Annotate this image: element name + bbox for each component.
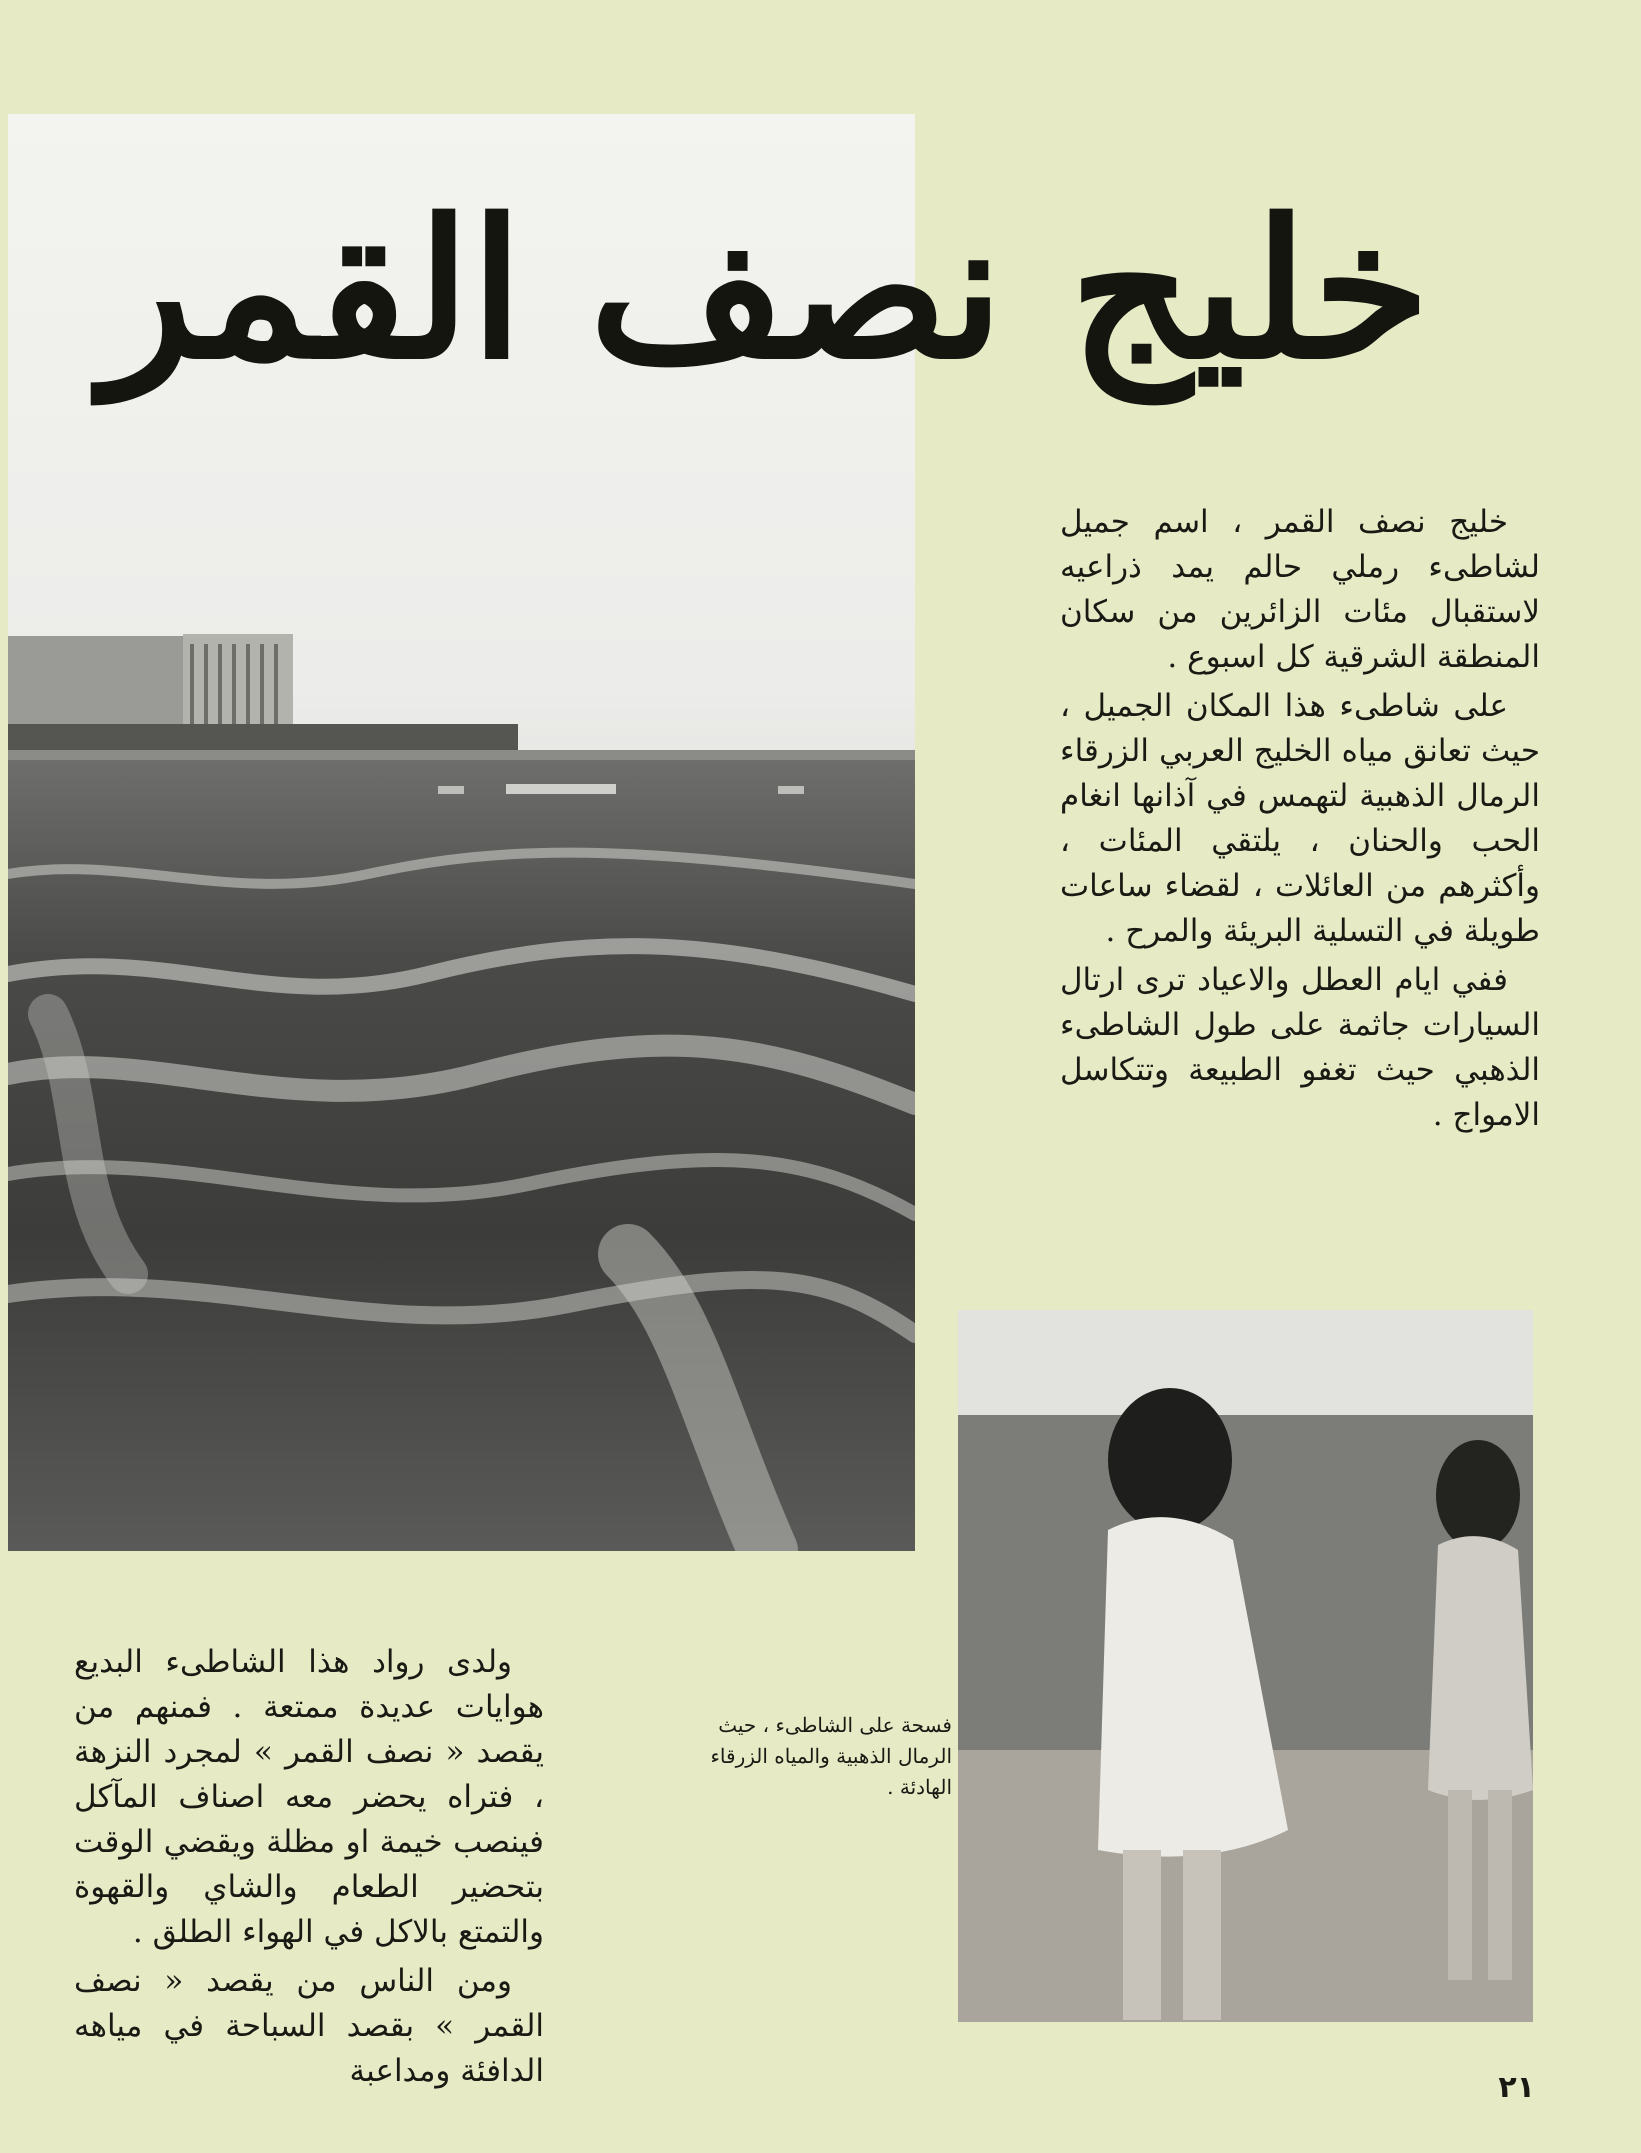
intro-text-column <box>1060 500 1540 1142</box>
page-number: ٢١ <box>1498 2070 1535 2105</box>
beach-girls-photo <box>958 1310 1533 2022</box>
intro-paragraph: على شاطىء هذا المكان الجميل ، حيث تعانق مياه الخليج العربي الزرقاء الرمال الذهبية لتهمس في آذانها انغام الحب والحنان ، يلتقي المئات ، وأكثرهم من العائلات ، لقضاء ساعات طويلة في التسلية البريئة والمرح . <box>1060 688 1540 949</box>
photo-caption: فسحة على الشاطىء ، حيث الرمال الذهبية والمياه الزرقاء الهادئة . <box>710 1713 952 1799</box>
body-paragraph: ومن الناس من يقصد « نصف القمر » بقصد السباحة في مياهه الدافئة ومداعبة <box>74 1963 544 2089</box>
bottom-text-column <box>74 1640 544 2098</box>
beach-girls-illustration <box>958 1310 1533 2022</box>
intro-paragraph: خليج نصف القمر ، اسم جميل لشاطىء رملي حالم يمد ذراعيه لاستقبال مئات الزائرين من سكان المنطقة الشرقية كل اسبوع . <box>1060 504 1540 675</box>
body-paragraph: ولدى رواد هذا الشاطىء البديع هوايات عديدة ممتعة . فمنهم من يقصد « نصف القمر » لمجرد النزهة ، فتراه يحضر معه اصناف المآكل فينصب خيمة او مظلة ويقضي الوقت بتحضير الطعام والشاي والقهوة والتمتع بالاكل في الهواء الطلق . <box>74 1644 544 1950</box>
page-title: خليج نصف القمر <box>101 178 1430 401</box>
intro-paragraph: ففي ايام العطل والاعياد ترى ارتال السيارات جاثمة على طول الشاطىء الذهبي حيث تغفو الطبيعة وتتكاسل الامواج . <box>1060 962 1540 1133</box>
